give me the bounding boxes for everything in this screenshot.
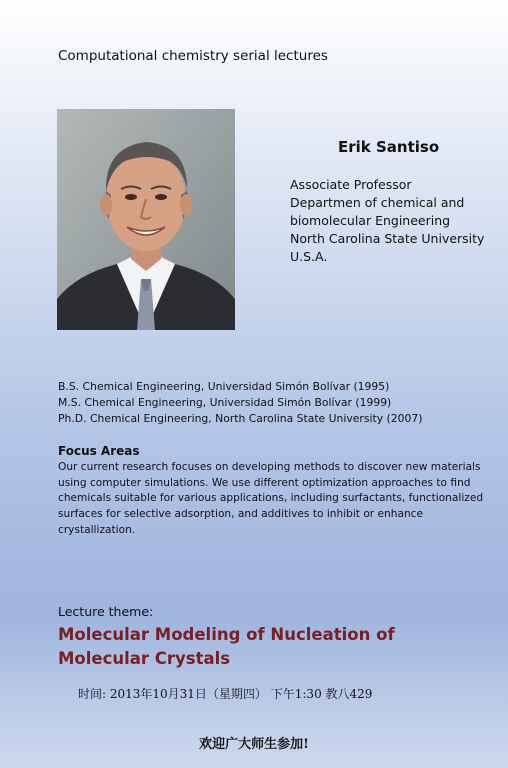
affiliation-line: biomolecular Engineering [290, 213, 451, 228]
affiliation-line: Associate Professor [290, 177, 412, 192]
education-list [58, 379, 422, 427]
lecture-title: Molecular Modeling of Nucleation of Molecular Crystals [58, 625, 395, 668]
series-title: Computational chemistry serial lectures [58, 48, 328, 64]
affiliation-line: North Carolina State University [290, 231, 485, 246]
speaker-photo [57, 109, 235, 330]
education-item: M.S. Chemical Engineering, Universidad Simón Bolívar (1999) [58, 396, 392, 409]
lecture-time: 时间: 2013年10月31日（星期四） 下午1:30 教八429 [78, 687, 373, 701]
speaker-portrait-icon [57, 109, 235, 330]
focus-areas-heading: Focus Areas [58, 444, 140, 458]
affiliation-line: U.S.A. [290, 249, 328, 264]
focus-areas-text: Our current research focuses on developing methods to discover new materials using computer simulations. We use different optimization approaches to find chemicals suitable for various applications, including surfactants, functionalized surfaces for selective adsorption, and additives to inhibit or enhance crystallization. [58, 461, 484, 536]
speaker-affiliation [290, 176, 484, 266]
welcome-message: 欢迎广大师生参加! [199, 737, 309, 752]
education-item: Ph.D. Chemical Engineering, North Carolina State University (2007) [58, 412, 423, 425]
education-item: B.S. Chemical Engineering, Universidad Simón Bolívar (1995) [58, 380, 390, 393]
affiliation-line: Departmen of chemical and [290, 195, 465, 210]
lecture-theme-label: Lecture theme: [58, 604, 154, 619]
speaker-name: Erik Santiso [338, 138, 440, 156]
